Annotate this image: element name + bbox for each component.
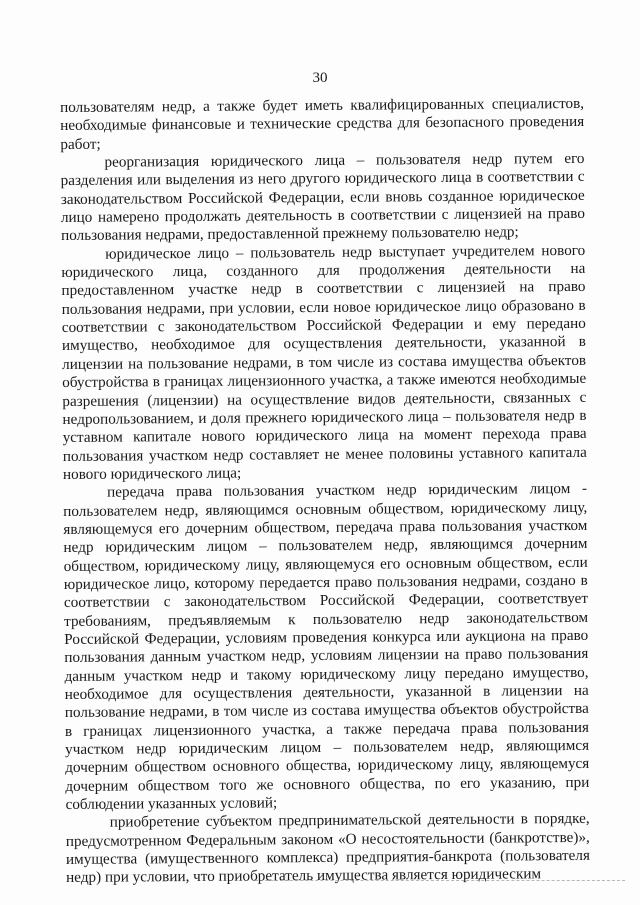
page-number: 30 <box>312 70 328 86</box>
scan-artifact-line <box>255 880 625 881</box>
paragraph-continuation: пользователям недр, а также будет иметь квалифицированных специалистов, необходимые финансовые и технические средства для безопасного проведения работ; <box>60 94 585 153</box>
paragraph-reorganization: реорганизация юридического лица – пользователя недр путем его разделения или выделения из него другого юридического лица в соответствии с законодательством Российской Федерации, если вновь созданное юридическое лицо намерено продолжать деятельность в соответствии с лицензией на право пользования недрами, предоставленной прежнему пользователю недр; <box>60 149 585 245</box>
paragraph-founder: юридическое лицо – пользователь недр выступает учредителем нового юридического лица, созданного для продолжения деятельности на предоставленном участке недр в соответствии с лицензией на право пользования недрами, при условии, если новое юридическое лицо образовано в соответствии с законодательством Российской Федерации и ему передано имущество, необходимое для осуществления деятельности, указанной в лицензии на пользование недрами, в том числе из состава имущества объектов обустройства в границах лицензионного участка, а также имеются необходимые разрешения (лицензии) на осуществление видов деятельности, связанных с недропользованием, и доля прежнего юридического лица – пользователя недр в уставном капитале нового юридического лица на момент перехода права пользования участком недр составляет не менее половины уставного капитала нового юридического лица; <box>61 241 587 483</box>
paragraph-bankruptcy-acquisition: приобретение субъектом предпринимательской деятельности в порядке, предусмотренном Федеральным законом «О несостоятельности (банкротстве)», имущества (имущественного комплекса) предприятия-банкрота (пользователя недр) при условии, что приобретатель имущества является юридическим <box>65 810 591 887</box>
paragraph-subsidiary-transfer: передача права пользования участком недр юридическим лицом - пользователем недр, являющимся основным обществом, юридическому лицу, являющемуся его дочерним обществом, передача права пользования участком недр юридическим лицом – пользователем недр, являющимся дочерним обществом, юридическому лицу, являющемуся его основным обществом, если юридическое лицо, которому передается право пользования недрами, создано в соответствии с законодательством Российской Федерации, соответствует требованиям, предъявляемым к пользователю недр законодательством Российской Федерации, условиям проведения конкурса или аукциона на право пользования данным участком недр, условиям лицензии на право пользования данным участком недр и такому юридическому лицу передано имущество, необходимое для осуществления деятельности, указанной в лицензии на пользование недрами, в том числе из состава имущества объектов обустройства в границах лицензионного участка, а также передача права пользования участком недр юридическим лицом – пользователем недр, являющимся дочерним обществом основного общества, юридическому лицу, являющемуся дочерним обществом того же основного общества, по его указанию, при соблюдении указанных условий; <box>63 480 590 814</box>
document-body <box>60 95 590 888</box>
